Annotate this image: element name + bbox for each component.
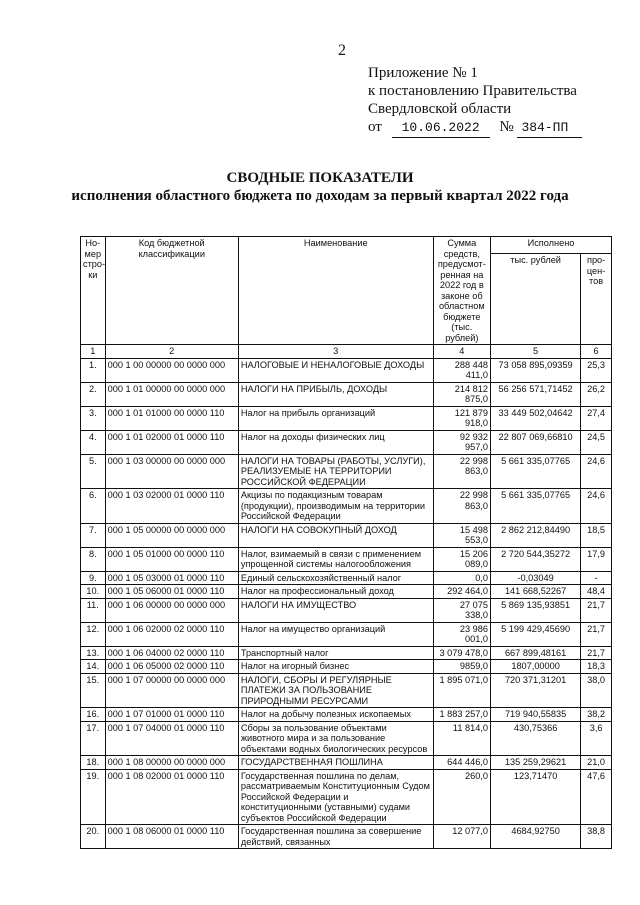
row-sum: 260,0 [433,769,490,825]
row-executed-rub: 720 371,31201 [491,673,581,708]
row-code: 000 1 06 05000 02 0000 110 [105,660,238,674]
header-exec-pct: про-цен-тов [581,254,612,345]
row-executed-pct: 25,3 [581,358,612,382]
row-code: 000 1 05 03000 01 0000 110 [105,571,238,585]
row-executed-pct: 24,5 [581,430,612,454]
appendix-line-1: Приложение № 1 [368,65,478,81]
row-code: 000 1 06 04000 02 0000 110 [105,646,238,660]
row-executed-pct: 24,6 [581,454,612,489]
appendix-block [368,64,582,138]
row-name: Единый сельскохозяйственный налог [238,571,433,585]
row-number: 10. [81,585,106,599]
row-number: 9. [81,571,106,585]
table-row [81,673,612,708]
row-code: 000 1 03 00000 00 0000 000 [105,454,238,489]
row-sum: 22 998 863,0 [433,489,490,524]
row-code: 000 1 01 00000 00 0000 000 [105,382,238,406]
appendix-line-2: к постановлению Правительства [368,83,577,99]
row-number: 8. [81,547,106,571]
row-executed-rub: 5 661 335,07765 [491,489,581,524]
row-executed-pct: 38,2 [581,708,612,722]
row-code: 000 1 00 00000 00 0000 000 [105,358,238,382]
row-executed-rub: 123,71470 [491,769,581,825]
header-code: Код бюджетной классификации [105,237,238,345]
row-sum: 12 077,0 [433,825,490,849]
row-executed-rub: 5 869 135,93851 [491,598,581,622]
row-sum: 11 814,0 [433,721,490,756]
row-executed-pct: 17,9 [581,547,612,571]
row-code: 000 1 06 02000 02 0000 110 [105,622,238,646]
row-executed-rub: 5 661 335,07765 [491,454,581,489]
row-number: 11. [81,598,106,622]
row-sum: 1 883 257,0 [433,708,490,722]
table-row [81,769,612,825]
row-code: 000 1 03 02000 01 0000 110 [105,489,238,524]
row-sum: 23 986 001,0 [433,622,490,646]
row-name: Налог на игорный бизнес [238,660,433,674]
row-name: Налог на прибыль организаций [238,406,433,430]
row-executed-rub: 5 199 429,45690 [491,622,581,646]
row-executed-rub: 2 862 212,84490 [491,523,581,547]
row-code: 000 1 05 01000 00 0000 110 [105,547,238,571]
row-sum: 288 448 411,0 [433,358,490,382]
row-executed-pct: 38,0 [581,673,612,708]
table-row [81,523,612,547]
row-name: Акцизы по подакцизным товарам (продукции), производимым на территории Российской Федерации [238,489,433,524]
row-sum: 121 879 918,0 [433,406,490,430]
row-code: 000 1 08 06000 01 0000 110 [105,825,238,849]
index-cell: 1 [81,345,106,359]
row-number: 12. [81,622,106,646]
decree-number: 384-ПП [517,119,582,138]
row-sum: 3 079 478,0 [433,646,490,660]
row-code: 000 1 08 02000 01 0000 110 [105,769,238,825]
row-code: 000 1 05 00000 00 0000 000 [105,523,238,547]
row-code: 000 1 06 00000 00 0000 000 [105,598,238,622]
row-name: ГОСУДАРСТВЕННАЯ ПОШЛИНА [238,756,433,770]
row-name: Транспортный налог [238,646,433,660]
appendix-date-line [368,118,582,138]
row-executed-rub: 22 807 069,66810 [491,430,581,454]
index-cell: 4 [433,345,490,359]
table-header-row [81,237,612,254]
table-row [81,756,612,770]
row-sum: 214 812 875,0 [433,382,490,406]
table-row [81,708,612,722]
row-sum: 1 895 071,0 [433,673,490,708]
row-executed-rub: -0,03049 [491,571,581,585]
row-executed-rub: 141 668,52267 [491,585,581,599]
table-row [81,598,612,622]
row-sum: 15 206 089,0 [433,547,490,571]
row-number: 19. [81,769,106,825]
row-executed-rub: 73 058 895,09359 [491,358,581,382]
row-sum: 27 075 338,0 [433,598,490,622]
row-number: 20. [81,825,106,849]
document-subtitle: исполнения областного бюджета по доходам за первый квартал 2022 года [71,188,569,204]
header-num: Но-мер стро-ки [81,237,106,345]
row-executed-rub: 1807,00000 [491,660,581,674]
row-executed-pct: 47,6 [581,769,612,825]
row-number: 14. [81,660,106,674]
row-number: 17. [81,721,106,756]
row-executed-pct: 26,2 [581,382,612,406]
index-cell: 3 [238,345,433,359]
row-code: 000 1 01 02000 01 0000 110 [105,430,238,454]
row-name: Сборы за пользование объектами животного мира и за пользование объектами водных биологических ресурсов [238,721,433,756]
table-row [81,406,612,430]
table-row [81,571,612,585]
row-number: 6. [81,489,106,524]
row-executed-rub: 667 899,48161 [491,646,581,660]
table-row [81,454,612,489]
row-code: 000 1 07 00000 00 0000 000 [105,673,238,708]
row-executed-rub: 135 259,29621 [491,756,581,770]
row-code: 000 1 07 01000 01 0000 110 [105,708,238,722]
page-number: 2 [338,42,346,59]
number-prefix: № [499,119,514,135]
row-number: 1. [81,358,106,382]
table-row [81,547,612,571]
table-row [81,825,612,849]
row-executed-rub: 719 940,55835 [491,708,581,722]
row-code: 000 1 05 06000 01 0000 110 [105,585,238,599]
date-prefix: от [368,119,382,135]
row-name: Налог на профессиональный доход [238,585,433,599]
row-executed-rub: 4684,92750 [491,825,581,849]
table-row [81,430,612,454]
row-executed-pct: 21,0 [581,756,612,770]
row-number: 7. [81,523,106,547]
index-cell: 6 [581,345,612,359]
row-number: 5. [81,454,106,489]
row-name: Государственная пошлина по делам, рассматриваемым Конституционным Судом Российской Федерации и конституционными (уставными) судами субъектов Российской Федерации [238,769,433,825]
row-sum: 0,0 [433,571,490,585]
row-number: 16. [81,708,106,722]
header-name: Наименование [238,237,433,345]
row-name: Налог на доходы физических лиц [238,430,433,454]
row-number: 18. [81,756,106,770]
row-code: 000 1 01 01000 00 0000 110 [105,406,238,430]
row-executed-pct: 24,6 [581,489,612,524]
row-executed-pct: 18,3 [581,660,612,674]
table-row [81,721,612,756]
row-number: 15. [81,673,106,708]
row-executed-rub: 33 449 502,04642 [491,406,581,430]
row-executed-pct: 27,4 [581,406,612,430]
row-name: НАЛОГИ НА СОВОКУПНЫЙ ДОХОД [238,523,433,547]
row-name: Налог на добычу полезных ископаемых [238,708,433,722]
row-sum: 9859,0 [433,660,490,674]
row-sum: 292 464,0 [433,585,490,599]
row-executed-pct: 21,7 [581,622,612,646]
index-cell: 2 [105,345,238,359]
row-executed-pct: 18,5 [581,523,612,547]
row-executed-pct: 21,7 [581,646,612,660]
row-sum: 644 446,0 [433,756,490,770]
row-name: Налог, взимаемый в связи с применением упрощенной системы налогообложения [238,547,433,571]
row-executed-pct: 3,6 [581,721,612,756]
row-executed-rub: 56 256 571,71452 [491,382,581,406]
row-code: 000 1 08 00000 00 0000 000 [105,756,238,770]
row-sum: 92 932 957,0 [433,430,490,454]
appendix-line-3: Свердловской области [368,101,512,117]
row-name: НАЛОГИ, СБОРЫ И РЕГУЛЯРНЫЕ ПЛАТЕЖИ ЗА ПОЛЬЗОВАНИЕ ПРИРОДНЫМИ РЕСУРСАМИ [238,673,433,708]
table-row [81,660,612,674]
table-row [81,358,612,382]
index-cell: 5 [491,345,581,359]
table-index-row [81,345,612,359]
row-name: НАЛОГИ НА ПРИБЫЛЬ, ДОХОДЫ [238,382,433,406]
table-row [81,489,612,524]
row-executed-pct: 48,4 [581,585,612,599]
row-name: Государственная пошлина за совершение действий, связанных [238,825,433,849]
table-row [81,622,612,646]
row-number: 3. [81,406,106,430]
row-sum: 22 998 863,0 [433,454,490,489]
row-sum: 15 498 553,0 [433,523,490,547]
table-row [81,382,612,406]
row-name: НАЛОГОВЫЕ И НЕНАЛОГОВЫЕ ДОХОДЫ [238,358,433,382]
row-number: 13. [81,646,106,660]
document-title: СВОДНЫЕ ПОКАЗАТЕЛИ [226,170,414,186]
header-exec-rub: тыс. рублей [491,254,581,345]
row-name: НАЛОГИ НА ИМУЩЕСТВО [238,598,433,622]
row-executed-pct: 38,8 [581,825,612,849]
row-number: 4. [81,430,106,454]
row-code: 000 1 07 04000 01 0000 110 [105,721,238,756]
row-number: 2. [81,382,106,406]
budget-revenue-table [80,236,612,849]
row-executed-rub: 430,75366 [491,721,581,756]
row-name: НАЛОГИ НА ТОВАРЫ (РАБОТЫ, УСЛУГИ), РЕАЛИЗУЕМЫЕ НА ТЕРРИТОРИИ РОССИЙСКОЙ ФЕДЕРАЦИИ [238,454,433,489]
row-executed-pct: 21,7 [581,598,612,622]
row-executed-rub: 2 720 544,35272 [491,547,581,571]
row-executed-pct: - [581,571,612,585]
header-sum: Сумма средств, предусмот-ренная на 2022 год в законе об областном бюджете (тыс. рублей) [433,237,490,345]
table-row [81,646,612,660]
header-executed: Исполнено [491,237,612,254]
table-row [81,585,612,599]
decree-date: 10.06.2022 [392,119,490,138]
row-name: Налог на имущество организаций [238,622,433,646]
